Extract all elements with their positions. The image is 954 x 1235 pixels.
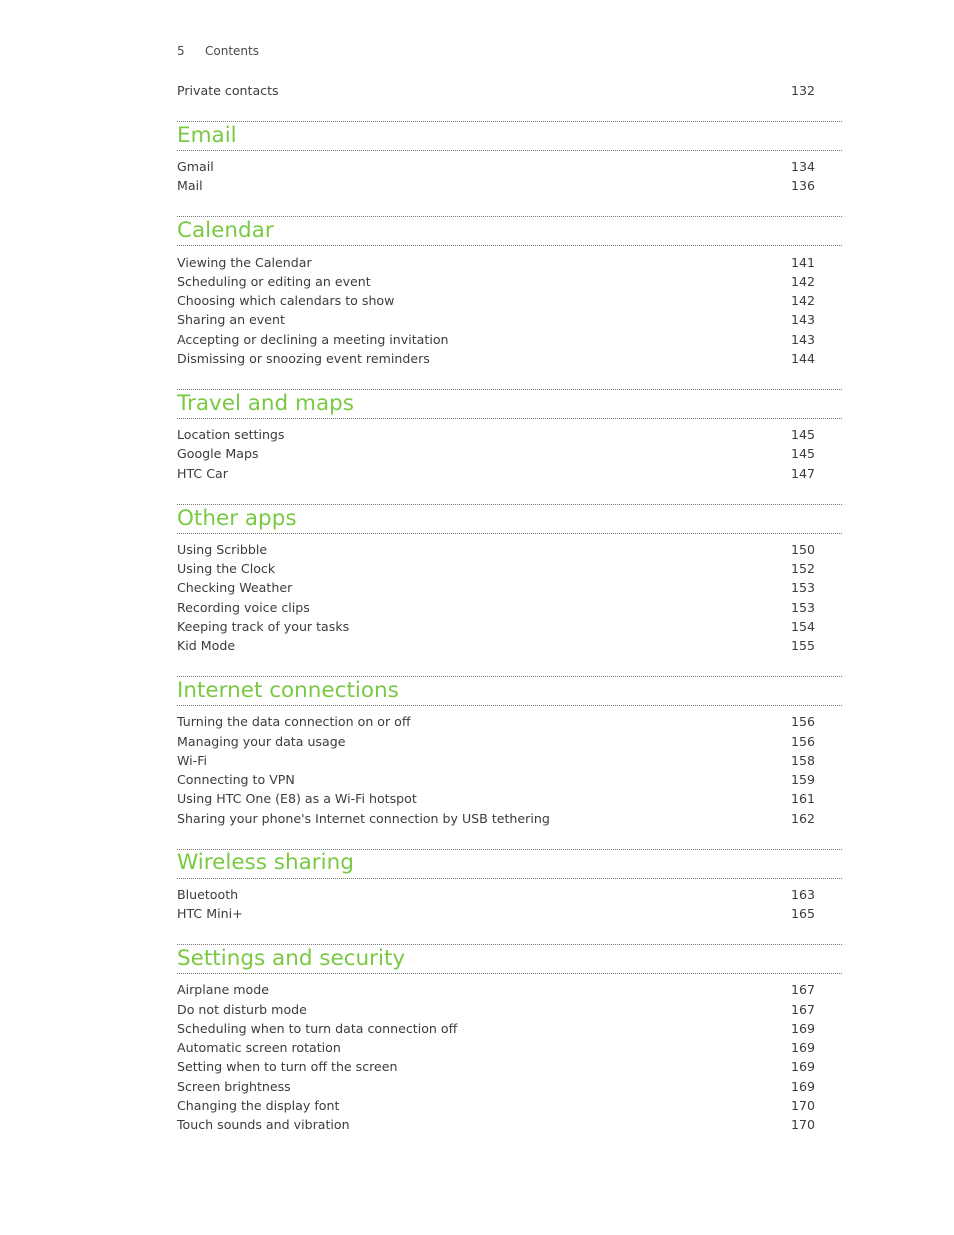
- section-title-email: Email: [177, 123, 237, 148]
- toc-entry-label: Changing the display font: [177, 1098, 340, 1113]
- toc-entry-page: 167: [790, 1002, 815, 1017]
- toc-entry-label: Bluetooth: [177, 887, 239, 902]
- toc-entry-label: Viewing the Calendar: [177, 255, 312, 270]
- page-number: 5: [177, 44, 185, 58]
- toc-entry-label: Airplane mode: [177, 982, 269, 997]
- section-divider: [177, 878, 842, 879]
- toc-entry-label: Using the Clock: [177, 561, 276, 576]
- toc-entry-label: Managing your data usage: [177, 734, 346, 749]
- toc-entry-label: Connecting to VPN: [177, 772, 295, 787]
- toc-entry-label: Using Scribble: [177, 542, 268, 557]
- toc-entry-label: Gmail: [177, 159, 214, 174]
- toc-entry-page: 132: [790, 83, 815, 98]
- toc-entry[interactable]: [177, 349, 815, 368]
- section-divider: [177, 676, 842, 677]
- toc-entry-label: Google Maps: [177, 446, 259, 461]
- toc-entry-label: Wi-Fi: [177, 753, 208, 768]
- section-divider: [177, 504, 842, 505]
- toc-entry[interactable]: [177, 1096, 815, 1115]
- page-header: [177, 44, 259, 58]
- toc-entry-page: 167: [790, 982, 815, 997]
- toc-entry[interactable]: [177, 1019, 815, 1038]
- toc-entry-label: Scheduling when to turn data connection off: [177, 1021, 458, 1036]
- toc-entry[interactable]: [177, 1057, 815, 1076]
- toc-entry[interactable]: [177, 1115, 815, 1134]
- toc-entry[interactable]: [177, 157, 815, 176]
- section-divider: [177, 389, 842, 390]
- toc-entry-page: 136: [790, 178, 815, 193]
- toc-entry-label: HTC Mini+: [177, 906, 243, 921]
- toc-entry[interactable]: [177, 1000, 815, 1019]
- toc-entry[interactable]: [177, 617, 815, 636]
- toc-entry-page: 170: [790, 1117, 815, 1132]
- section-title-other-apps: Other apps: [177, 506, 297, 531]
- toc-entry-label: Do not disturb mode: [177, 1002, 307, 1017]
- toc-entry-page: 169: [790, 1040, 815, 1055]
- toc-entry-page: 158: [790, 753, 815, 768]
- toc-entry-page: 150: [790, 542, 815, 557]
- toc-entry-label: Choosing which calendars to show: [177, 293, 395, 308]
- toc-entry-label: Scheduling or editing an event: [177, 274, 371, 289]
- toc-entry-label: Using HTC One (E8) as a Wi-Fi hotspot: [177, 791, 417, 806]
- toc-entry-label: Sharing your phone's Internet connection by USB tethering: [177, 811, 550, 826]
- toc-entry-label: Screen brightness: [177, 1079, 291, 1094]
- section-title-internet-connections: Internet connections: [177, 678, 399, 703]
- toc-entry-label: Location settings: [177, 427, 285, 442]
- section-title-settings-and-security: Settings and security: [177, 946, 406, 971]
- toc-entry-page: 154: [790, 619, 815, 634]
- toc-entry-label: Kid Mode: [177, 638, 236, 653]
- section-divider: [177, 944, 842, 945]
- toc-entry-page: 144: [790, 351, 815, 366]
- toc-entry[interactable]: [177, 732, 815, 751]
- page-header-title: Contents: [205, 44, 259, 58]
- toc-entry-label: Automatic screen rotation: [177, 1040, 341, 1055]
- section-divider: [177, 973, 842, 974]
- toc-entry-page: 165: [790, 906, 815, 921]
- toc-entry-label: Dismissing or snoozing event reminders: [177, 351, 430, 366]
- toc-entry-page: 145: [790, 427, 815, 442]
- toc-entry[interactable]: [177, 330, 815, 349]
- toc-entry[interactable]: [177, 770, 815, 789]
- toc-entry[interactable]: [177, 291, 815, 310]
- toc-entry[interactable]: [177, 559, 815, 578]
- toc-entry-label: Touch sounds and vibration: [177, 1117, 350, 1132]
- toc-entry-page: 155: [790, 638, 815, 653]
- toc-entry-label: Turning the data connection on or off: [177, 714, 411, 729]
- toc-entry[interactable]: [177, 598, 815, 617]
- toc-entry[interactable]: [177, 176, 815, 195]
- toc-entry-page: 145: [790, 446, 815, 461]
- toc-entry-label: Keeping track of your tasks: [177, 619, 350, 634]
- toc-entry-page: 163: [790, 887, 815, 902]
- toc-entry-page: 143: [790, 332, 815, 347]
- toc-entry-page: 156: [790, 734, 815, 749]
- toc-entry-label: Mail: [177, 178, 203, 193]
- toc-entry[interactable]: [177, 809, 815, 828]
- toc-entry[interactable]: [177, 540, 815, 559]
- toc-entry[interactable]: [177, 980, 815, 999]
- toc-entry-label: HTC Car: [177, 466, 228, 481]
- toc-entry[interactable]: [177, 464, 815, 483]
- toc-entry-label: Accepting or declining a meeting invitation: [177, 332, 449, 347]
- section-divider: [177, 245, 842, 246]
- toc-entry-label: Private contacts: [177, 83, 279, 98]
- section-divider: [177, 150, 842, 151]
- section-divider: [177, 705, 842, 706]
- toc-entry-page: 142: [790, 293, 815, 308]
- toc-entry[interactable]: [177, 444, 815, 463]
- toc-entry-page: 162: [790, 811, 815, 826]
- toc-entry-page: 142: [790, 274, 815, 289]
- toc-entry-page: 156: [790, 714, 815, 729]
- toc-entry[interactable]: [177, 885, 815, 904]
- toc-entry[interactable]: [177, 578, 815, 597]
- section-title-travel-and-maps: Travel and maps: [177, 391, 354, 416]
- toc-entry-page: 143: [790, 312, 815, 327]
- section-divider: [177, 418, 842, 419]
- toc-entry-page: 169: [790, 1079, 815, 1094]
- toc-entry[interactable]: [177, 751, 815, 770]
- toc-entry[interactable]: [177, 789, 815, 808]
- toc-entry-page: 169: [790, 1021, 815, 1036]
- toc-entry[interactable]: [177, 272, 815, 291]
- toc-entry-page: 169: [790, 1059, 815, 1074]
- toc-entry[interactable]: [177, 81, 815, 100]
- toc-entry[interactable]: [177, 904, 815, 923]
- toc-entry[interactable]: [177, 712, 815, 731]
- toc-entry-page: 134: [790, 159, 815, 174]
- toc-entry[interactable]: [177, 636, 815, 655]
- toc-entry-page: 141: [790, 255, 815, 270]
- toc-entry[interactable]: [177, 310, 815, 329]
- toc-entry[interactable]: [177, 1077, 815, 1096]
- toc-entry-page: 161: [790, 791, 815, 806]
- section-title-calendar: Calendar: [177, 218, 274, 243]
- toc-entry-label: Sharing an event: [177, 312, 285, 327]
- section-title-wireless-sharing: Wireless sharing: [177, 850, 354, 875]
- toc-entry-page: 153: [790, 600, 815, 615]
- section-divider: [177, 216, 842, 217]
- toc-entry[interactable]: [177, 425, 815, 444]
- toc-entry[interactable]: [177, 253, 815, 272]
- toc-entry-page: 153: [790, 580, 815, 595]
- section-divider: [177, 533, 842, 534]
- toc-entry[interactable]: [177, 1038, 815, 1057]
- toc-entry-label: Checking Weather: [177, 580, 293, 595]
- toc-entry-page: 147: [790, 466, 815, 481]
- toc-entry-page: 170: [790, 1098, 815, 1113]
- toc-entry-page: 152: [790, 561, 815, 576]
- toc-entry-page: 159: [790, 772, 815, 787]
- toc-entry-label: Recording voice clips: [177, 600, 310, 615]
- section-divider: [177, 121, 842, 122]
- toc-entry-label: Setting when to turn off the screen: [177, 1059, 398, 1074]
